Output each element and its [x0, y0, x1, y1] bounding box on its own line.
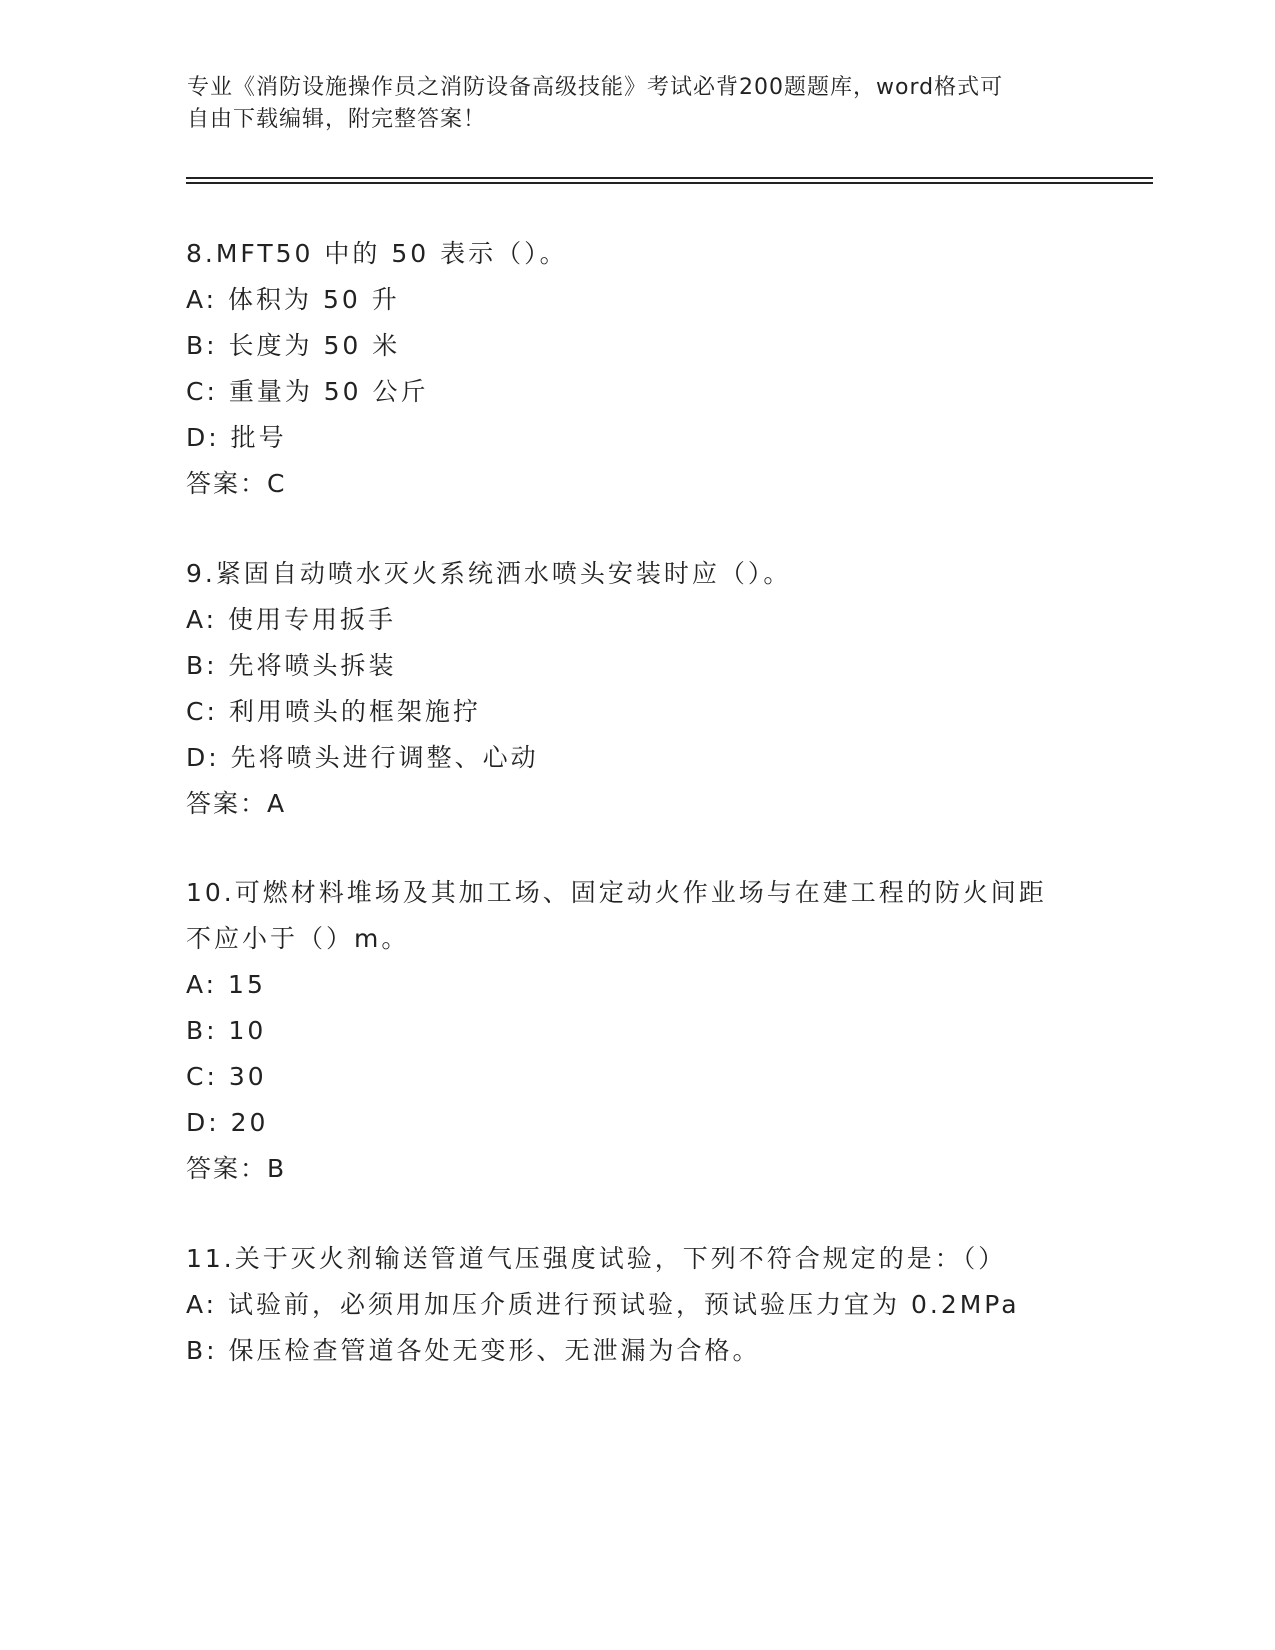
option-c: C: 30	[186, 1062, 267, 1091]
option-b: B: 先将喷头拆装	[186, 651, 397, 680]
option-a: A: 体积为 50 升	[186, 285, 400, 314]
option-b: B: 10	[186, 1016, 267, 1045]
option-a: A: 使用专用扳手	[186, 605, 397, 634]
header-line-1: 专业《消防设施操作员之消防设备高级技能》考试必背200题题库，word格式可	[187, 75, 1004, 100]
option-d: D: 先将喷头进行调整、心动	[186, 743, 539, 772]
question-stem: 11.关于灭火剂输送管道气压强度试验，下列不符合规定的是：（）	[186, 1244, 1007, 1273]
option-c: C: 重量为 50 公斤	[186, 377, 429, 406]
question-10	[186, 870, 1086, 1192]
answer-line: 答案：A	[186, 789, 287, 818]
question-stem: 8.MFT50 中的 50 表示（）。	[186, 239, 568, 268]
question-11	[186, 1236, 1086, 1374]
option-d: D: 20	[186, 1108, 269, 1137]
option-a: A: 15	[186, 970, 266, 999]
question-stem-line-2: 不应小于（）m。	[186, 924, 410, 953]
option-c: C: 利用喷头的框架施拧	[186, 697, 481, 726]
question-stem: 9.紧固自动喷水灭火系统洒水喷头安装时应（）。	[186, 559, 792, 588]
option-a: A: 试验前，必须用加压介质进行预试验，预试验压力宜为 0.2MPa	[186, 1290, 1020, 1319]
answer-line: 答案：B	[186, 1154, 287, 1183]
question-9	[186, 551, 1086, 827]
option-b: B: 长度为 50 米	[186, 331, 401, 360]
answer-line: 答案：C	[186, 469, 287, 498]
header-divider-bottom	[186, 182, 1153, 184]
header-divider-top	[186, 177, 1153, 179]
question-8	[186, 231, 1086, 507]
document-header	[187, 72, 1077, 136]
question-stem-line-1: 10.可燃材料堆场及其加工场、固定动火作业场与在建工程的防火间距	[186, 878, 1047, 907]
option-d: D: 批号	[186, 423, 287, 452]
header-line-2: 自由下载编辑，附完整答案！	[187, 107, 487, 132]
option-b: B: 保压检查管道各处无变形、无泄漏为合格。	[186, 1336, 761, 1365]
